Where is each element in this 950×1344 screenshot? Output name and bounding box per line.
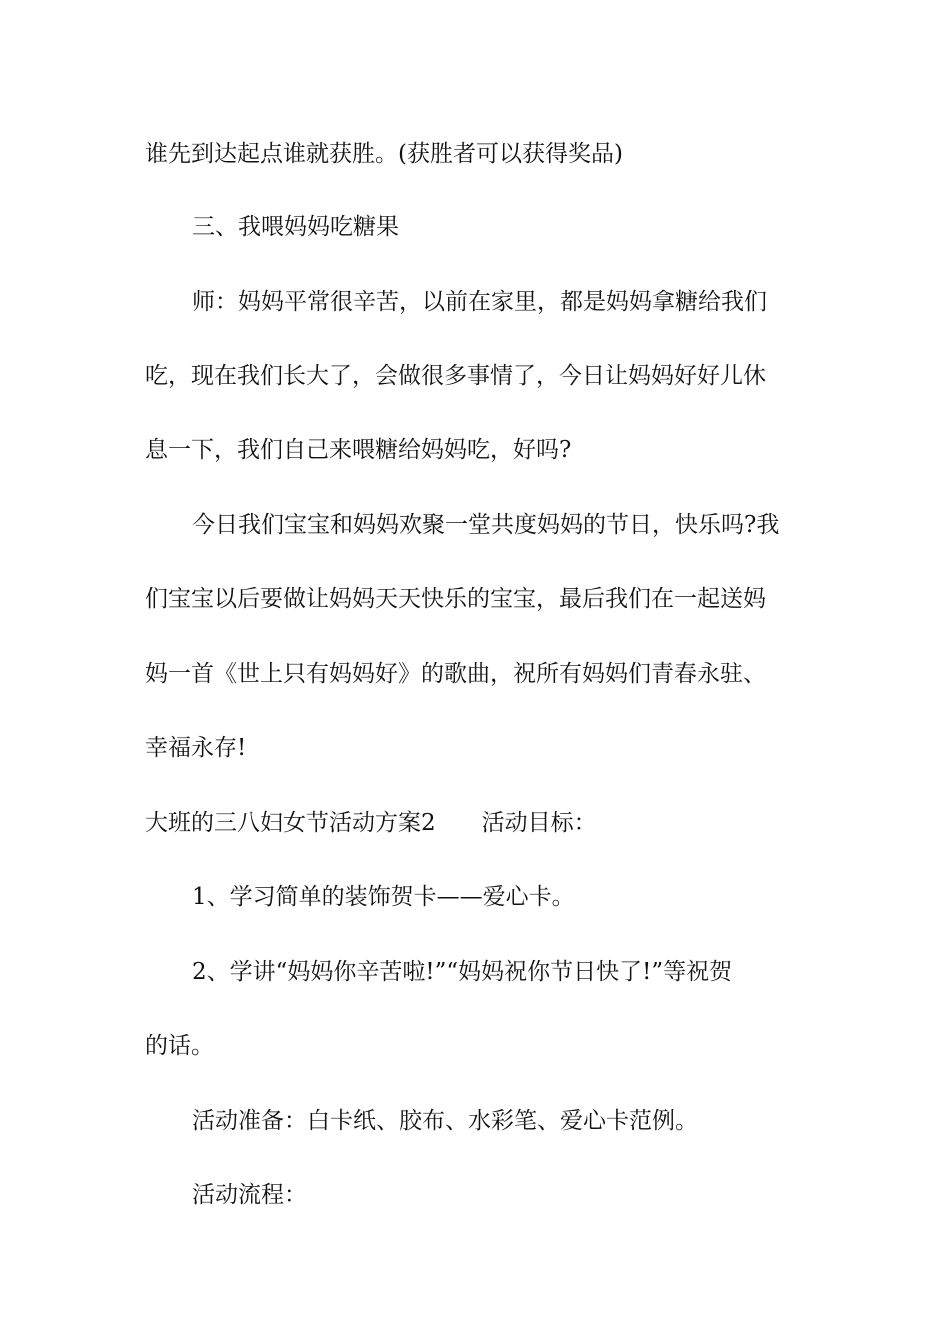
paragraph-line-5: 息一下，我们自己来喂糖给妈妈吃，好吗? (145, 437, 572, 463)
activity-preparation: 活动准备：白卡纸、胶布、水彩笔、爱心卡范例。 (192, 1108, 698, 1134)
paragraph-line-4: 吃，现在我们长大了，会做很多事情了，今日让妈妈好好儿休 (145, 363, 766, 389)
paragraph-line-8: 妈一首《世上只有妈妈好》的歌曲，祝所有妈妈们青春永驻、 (145, 661, 766, 687)
section-heading-feed-candy: 三、我喂妈妈吃糖果 (192, 214, 399, 240)
activity-process-heading: 活动流程： (192, 1182, 307, 1208)
paragraph-line-7: 们宝宝以后要做让妈妈天天快乐的宝宝，最后我们在一起送妈 (145, 586, 766, 612)
paragraph-line-3: 师：妈妈平常很辛苦，以前在家里，都是妈妈拿糖给我们 (192, 289, 767, 315)
goal-item-2-continued: 的话。 (145, 1033, 214, 1059)
paragraph-line-1: 谁先到达起点谁就获胜。(获胜者可以获得奖品) (145, 141, 623, 167)
goal-item-2: 2、学讲“妈妈你辛苦啦!”“妈妈祝你节日快了!”等祝贺 (192, 959, 733, 985)
goal-item-1: 1、学习简单的装饰贺卡——爱心卡。 (192, 884, 575, 910)
paragraph-line-6: 今日我们宝宝和妈妈欢聚一堂共度妈妈的节日，快乐吗?我 (192, 512, 780, 538)
paragraph-line-9: 幸福永存! (145, 735, 247, 761)
plan-title-line: 大班的三八妇女节活动方案2 活动目标： (145, 810, 597, 836)
